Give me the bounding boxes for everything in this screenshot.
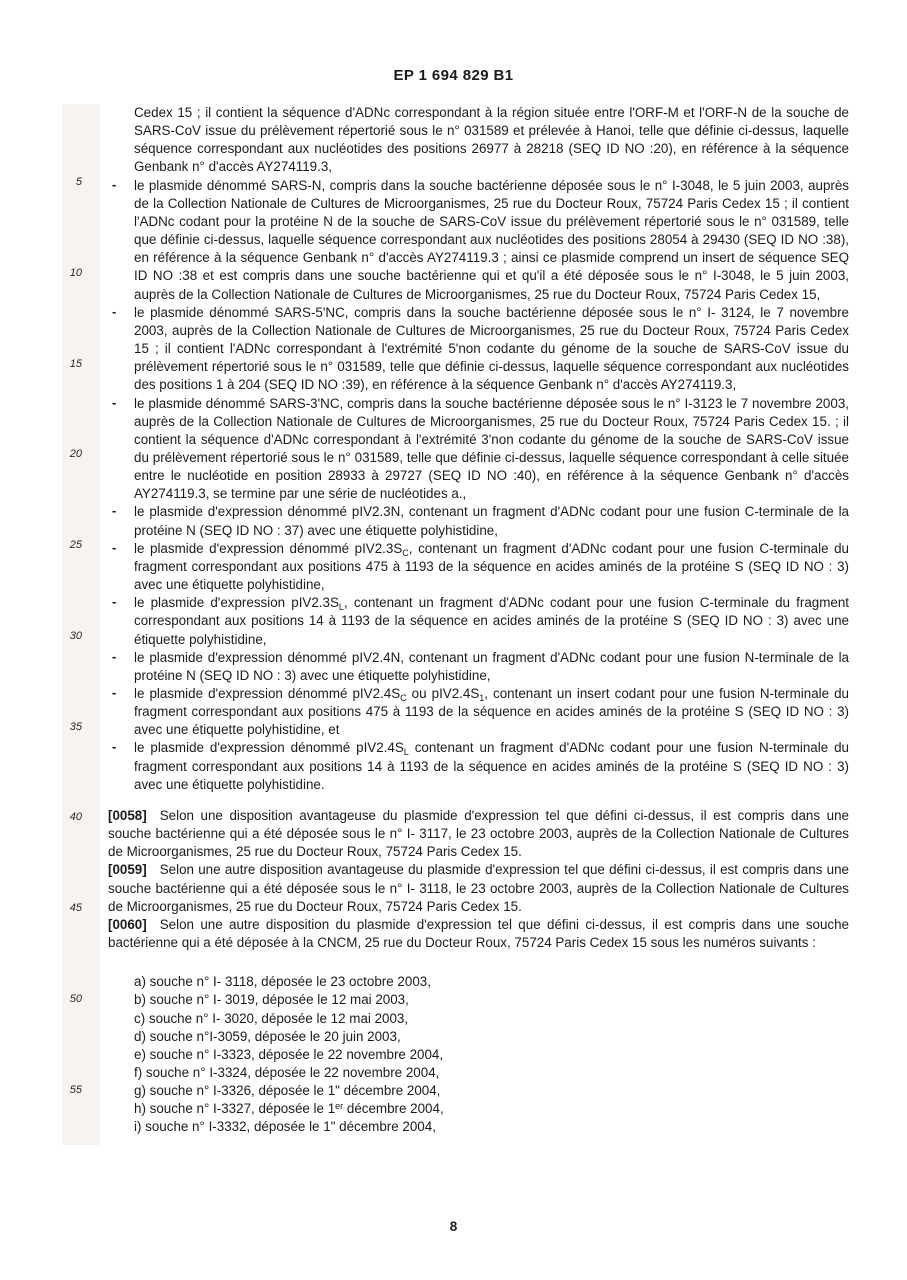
- superscript: er: [335, 1101, 344, 1112]
- page-number: 8: [449, 1219, 458, 1234]
- bullet-text: le plasmide d'expression dénommé pIV2.3N, contenant un fragment d'ADNc codant pour une fusion C-terminale de la protéine N (SEQ ID NO : 37) avec une étiquette polyhistidine,: [134, 504, 849, 538]
- bullet-item: [108, 395, 849, 504]
- plasmid-bullet-list: [108, 177, 849, 794]
- bullet-dash-marker: -: [112, 176, 117, 192]
- strain-list-item: f) souche n° I-3324, déposée le 22 novembre 2004,: [134, 1064, 440, 1080]
- bullet-text: le plasmide dénommé SARS-N, compris dans la souche bactérienne déposée sous le n° I-3048, le 5 juin 2003, auprès de la Collection Nationale de Cultures de Microorganismes, 25 rue du Docteur Roux, 75724 Paris Cedex 15 ; il contient l'ADNc codant pour la protéine N de la souche de SARS-CoV issue du prélèvement répertorié sous le n° 031589, telle que définie ci-dessus, laquelle séquence correspondant aux nucléotides des positions 28054 à 29430 (SEQ ID NO :38), en référence à la séquence Genbank n° d'accès AY274119.3 ; ainsi ce plasmide comprend un insert de séquence SEQ ID NO :38 et est compris dans une souche bactérienne qui et qu'il a été déposée sous le n° I-3048, le 5 juin 2003, auprès de la Collection Nationale de Cultures de Microorganismes, 25 rue du Docteur Roux, 75724 Paris Cedex 15,: [134, 177, 849, 302]
- bullet-dash-marker: -: [112, 503, 117, 519]
- margin-line-number: 45: [69, 902, 82, 914]
- margin-line-number: 15: [69, 358, 82, 370]
- bullet-item: [108, 304, 849, 395]
- strain-list-item: c) souche n° I- 3020, déposée le 12 mai 2003,: [134, 1010, 409, 1026]
- strain-list-item: b) souche n° I- 3019, déposée le 12 mai 2003,: [134, 992, 409, 1008]
- bullet-text: le plasmide d'expression dénommé $pIV2.3S_C$, contenant un fragment d'ADNc codant pour une fusion C-terminale du fragment correspondant aux positions 475 à 1193 de la séquence en acides aminés de la protéine S (SEQ ID NO : 3) avec une étiquette polyhistidine,: [134, 540, 849, 593]
- bullet-dash-marker: -: [112, 394, 117, 410]
- bullet-text: le plasmide d'expression dénommé $pIV2.4S_C$ ou $pIV2.4S_1$, contenant un insert codant pour une fusion N-terminale du fragment correspondant aux positions 475 à 1193 de la séquence en acides aminés de la protéine S (SEQ ID NO : 3) avec une étiquette polyhistidine, et: [134, 686, 850, 738]
- numbered-paragraphs: [108, 807, 849, 952]
- bullet-dash-marker: -: [112, 594, 117, 610]
- numbered-paragraph: [0059] Selon une autre disposition avantageuse du plasmide d'expression tel que défini ci-dessus, il est compris dans une souche bactérienne qui a été déposée sous le n° I- 3118, le 23 octobre 2003, auprès de la Collection Nationale de Cultures de Microorganismes, 25 rue du Docteur Roux, 75724 Paris Cedex 15.: [108, 862, 849, 914]
- strain-list-item: e) souche n° I-3323, déposée le 22 novembre 2004,: [134, 1046, 444, 1062]
- bullet-item: [108, 685, 849, 739]
- margin-line-number: 5: [75, 176, 82, 188]
- bullet-text: le plasmide d'expression dénommé pIV2.4N, contenant un fragment d'ADNc codant pour une fusion N-terminale de la protéine N (SEQ ID NO : 3) avec une étiquette polyhistidine,: [134, 649, 849, 683]
- margin-line-number: 20: [69, 448, 82, 460]
- document-header: EP 1 694 829 B1: [393, 67, 514, 84]
- margin-shading-band: [62, 104, 100, 1145]
- strain-list-item: d) souche n°I-3059, déposée le 20 juin 2003,: [134, 1028, 401, 1044]
- bullet-dash-marker: -: [112, 685, 117, 700]
- subscript: C: [400, 693, 407, 703]
- paragraph-number-tag: [0058]: [108, 807, 147, 823]
- subscript: C: [402, 547, 409, 558]
- strain-list-item: g) souche n° I-3326, déposée le 1" décembre 2004,: [134, 1083, 441, 1099]
- bullet-item: [108, 739, 849, 793]
- subscript: 1: [479, 693, 485, 703]
- margin-line-number: 50: [69, 993, 82, 1005]
- bullet-dash-marker: -: [112, 539, 117, 555]
- bullet-text: le plasmide dénommé SARS-3'NC, compris dans la souche bactérienne déposée sous le n° I-3123 le 7 novembre 2003, auprès de la Collection Nationale de Cultures de Microorganismes, 25 rue du Docteur Roux, 75724 Paris Cedex 15. ; il contient la séquence d'ADNc correspondant à l'extrémité 3'non codante du génome de la souche de SARS-CoV issue du prélèvement répertorié sous le n° 031589, telle que définie ci-dessus, laquelle séquence correspondant à celle située entre le nucléotide en position 28933 à 29727 (SEQ ID NO :40), en référence à la séquence Genbank n° d'accès AY274119.3, se termine par une série de nucléotides a.,: [134, 395, 849, 502]
- bullet-text: le plasmide d'expression dénommé $pIV2.4S_L$ contenant un fragment d'ADNc codant pour une fusion N-terminale du fragment correspondant aux positions 14 à 1193 de la séquence en acides aminés de la protéine S (SEQ ID NO : 3) avec une étiquette polyhistidine.: [134, 740, 849, 792]
- continuation-paragraph: Cedex 15 ; il contient la séquence d'ADNc correspondant à la région située entre l'ORF-M et l'ORF-N de la souche de SARS-CoV issue du prélèvement répertorié sous le n° 031589 et prélevée à Hanoi, telle que définie ci-dessus, laquelle séquence correspondant aux nucléotides des positions 26977 à 28218 (SEQ ID NO :20), en référence à la séquence Genbank n° d'accès AY274119.3,: [134, 105, 849, 175]
- strain-deposit-list: [108, 973, 849, 1136]
- margin-line-number: 25: [69, 539, 82, 551]
- bullet-item: [108, 177, 849, 304]
- paragraph-number-tag: [0060]: [108, 916, 147, 932]
- strain-list-item: a) souche n° I- 3118, déposée le 23 octobre 2003,: [134, 974, 431, 990]
- document-body: [108, 104, 849, 1137]
- bullet-text: le plasmide d'expression $pIV2.3S_L$, contenant un fragment d'ADNc codant pour une fusion C-terminale du fragment correspondant aux positions 14 à 1193 de la séquence en acides aminés de la protéine S (SEQ ID NO : 3) avec une étiquette polyhistidine,: [134, 595, 850, 647]
- margin-line-number: 40: [69, 811, 82, 823]
- strain-list-item: i) souche n° I-3332, déposée le 1" décembre 2004,: [134, 1119, 436, 1135]
- paragraph-number-tag: [0059]: [108, 862, 147, 878]
- margin-line-number: 10: [69, 267, 82, 279]
- bullet-dash-marker: -: [112, 648, 117, 664]
- margin-line-number: 55: [69, 1084, 82, 1096]
- bullet-item: [108, 594, 849, 648]
- subscript: L: [338, 602, 344, 613]
- bullet-item: [108, 649, 849, 685]
- subscript: L: [403, 747, 409, 758]
- bullet-dash-marker: -: [112, 739, 117, 755]
- bullet-item: [108, 503, 849, 539]
- strain-list-item: h) souche n° I-3327, déposée le 1er décembre 2004,: [134, 1101, 444, 1117]
- bullet-text: le plasmide dénommé SARS-5'NC, compris dans la souche bactérienne déposée sous le n° I- 3124, le 7 novembre 2003, auprès de la Collection Nationale de Cultures de Microorganismes, 25 rue du Docteur Roux, 75724 Paris Cedex 15 ; il contient l'ADNc correspondant à l'extrémité 5'non codante du génome de la souche de SARS-CoV issue du prélèvement répertorié sous le n° 031589, telle que définie ci-dessus, laquelle séquence correspondant aux nucléotides des positions 1 à 204 (SEQ ID NO :39), en référence à la séquence Genbank n° d'accès AY274119.3,: [134, 304, 849, 393]
- margin-line-number: 35: [69, 721, 82, 733]
- margin-line-number: 30: [69, 630, 82, 642]
- numbered-paragraph: [0060] Selon une autre disposition du plasmide d'expression tel que défini ci-dessus, il est compris dans une souche bactérienne qui a été déposée à la CNCM, 25 rue du Docteur Roux, 75724 Paris Cedex 15 sous les numéros suivants :: [108, 916, 849, 951]
- bullet-item: [108, 540, 849, 594]
- bullet-dash-marker: -: [112, 303, 117, 319]
- numbered-paragraph: [0058] Selon une disposition avantageuse du plasmide d'expression tel que défini ci-dessus, il est compris dans une souche bactérienne qui a été déposée sous le n° I- 3117, le 23 octobre 2003, auprès de la Collection Nationale de Cultures de Microorganismes, 25 rue du Docteur Roux, 75724 Paris Cedex 15.: [108, 807, 849, 860]
